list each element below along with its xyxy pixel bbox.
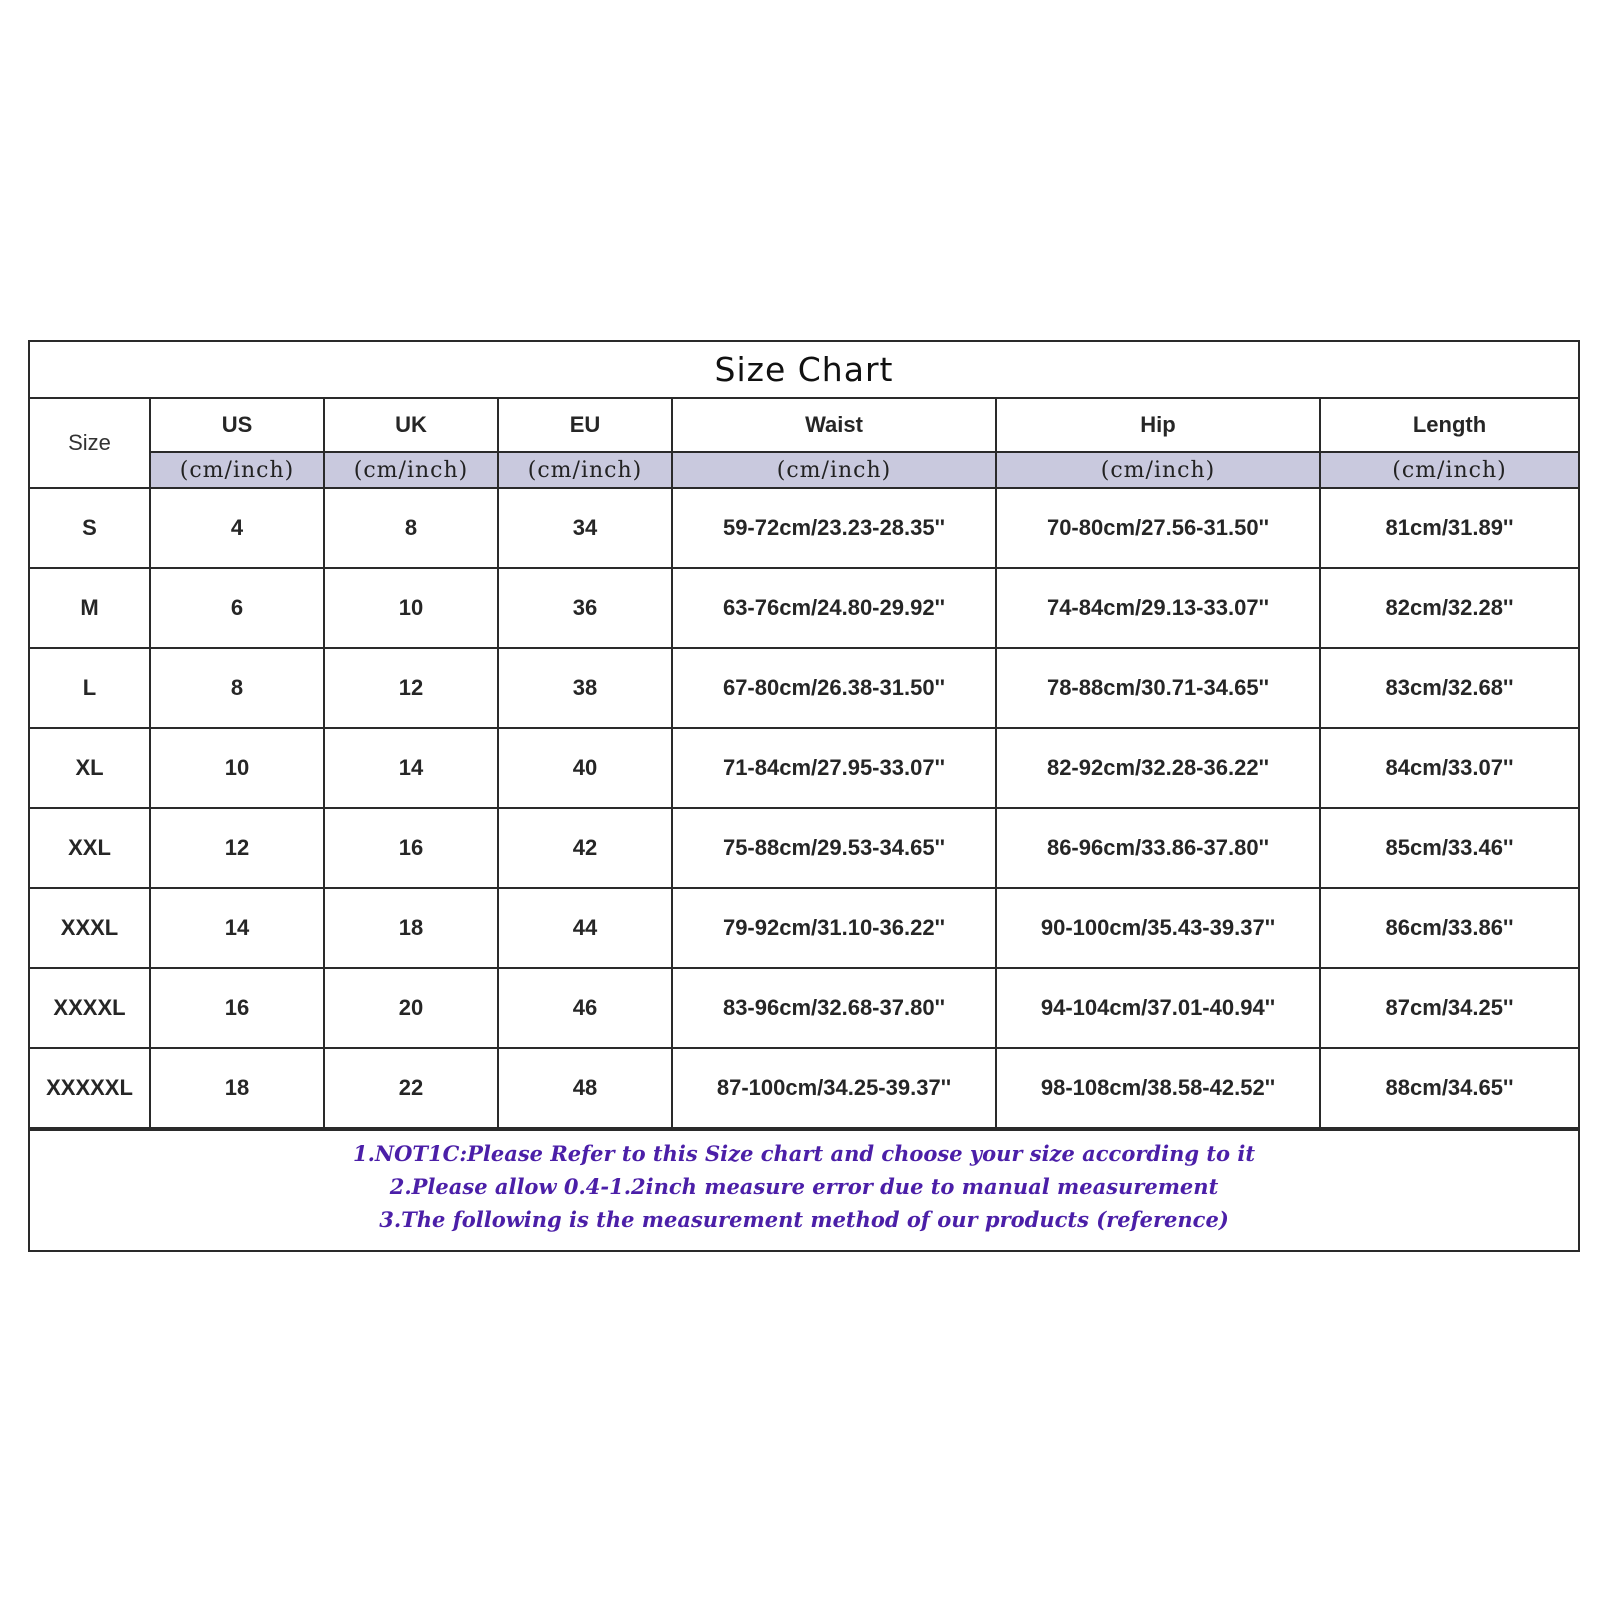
cell-length: 86cm/33.86'': [1320, 888, 1578, 968]
note-1: 1.NOT1C:Please Refer to this Size chart and choose your size according to it: [352, 1141, 1256, 1166]
cell-hip: 86-96cm/33.86-37.80'': [996, 808, 1320, 888]
table-row: [30, 808, 1578, 888]
cell-waist: 67-80cm/26.38-31.50'': [672, 648, 996, 728]
cell-eu: 36: [498, 568, 672, 648]
unit-label: (cm/inch): [150, 452, 324, 488]
cell-uk: 14: [324, 728, 498, 808]
cell-size: M: [30, 568, 150, 648]
cell-length: 87cm/34.25'': [1320, 968, 1578, 1048]
unit-row: [30, 452, 1578, 488]
table-row: [30, 1048, 1578, 1128]
chart-title: Size Chart: [30, 342, 1578, 399]
cell-waist: 75-88cm/29.53-34.65'': [672, 808, 996, 888]
notes-section: [30, 1129, 1578, 1256]
size-table: [30, 399, 1578, 1129]
header-size: Size: [30, 399, 150, 488]
cell-us: 14: [150, 888, 324, 968]
cell-uk: 20: [324, 968, 498, 1048]
table-row: [30, 968, 1578, 1048]
cell-us: 12: [150, 808, 324, 888]
cell-hip: 94-104cm/37.01-40.94'': [996, 968, 1320, 1048]
cell-waist: 59-72cm/23.23-28.35'': [672, 488, 996, 568]
header-eu: EU: [498, 399, 672, 452]
cell-waist: 83-96cm/32.68-37.80'': [672, 968, 996, 1048]
cell-hip: 74-84cm/29.13-33.07'': [996, 568, 1320, 648]
cell-length: 82cm/32.28'': [1320, 568, 1578, 648]
cell-us: 16: [150, 968, 324, 1048]
cell-size: L: [30, 648, 150, 728]
cell-hip: 90-100cm/35.43-39.37'': [996, 888, 1320, 968]
cell-size: XXXL: [30, 888, 150, 968]
cell-hip: 70-80cm/27.56-31.50'': [996, 488, 1320, 568]
cell-eu: 34: [498, 488, 672, 568]
unit-label: (cm/inch): [672, 452, 996, 488]
cell-eu: 42: [498, 808, 672, 888]
cell-uk: 22: [324, 1048, 498, 1128]
cell-waist: 87-100cm/34.25-39.37'': [672, 1048, 996, 1128]
header-uk: UK: [324, 399, 498, 452]
cell-eu: 48: [498, 1048, 672, 1128]
header-length: Length: [1320, 399, 1578, 452]
cell-eu: 44: [498, 888, 672, 968]
cell-eu: 40: [498, 728, 672, 808]
cell-size: XXL: [30, 808, 150, 888]
cell-length: 85cm/33.46'': [1320, 808, 1578, 888]
cell-length: 83cm/32.68'': [1320, 648, 1578, 728]
table-row: [30, 888, 1578, 968]
table-row: [30, 648, 1578, 728]
cell-us: 4: [150, 488, 324, 568]
cell-eu: 38: [498, 648, 672, 728]
note-2: 2.Please allow 0.4-1.2inch measure error due to manual measurement: [389, 1174, 1219, 1199]
unit-label: (cm/inch): [498, 452, 672, 488]
cell-us: 18: [150, 1048, 324, 1128]
cell-waist: 71-84cm/27.95-33.07'': [672, 728, 996, 808]
cell-length: 84cm/33.07'': [1320, 728, 1578, 808]
header-us: US: [150, 399, 324, 452]
cell-size: XXXXXL: [30, 1048, 150, 1128]
unit-label: (cm/inch): [1320, 452, 1578, 488]
cell-uk: 10: [324, 568, 498, 648]
cell-uk: 8: [324, 488, 498, 568]
cell-hip: 98-108cm/38.58-42.52'': [996, 1048, 1320, 1128]
header-row: [30, 399, 1578, 452]
table-row: [30, 488, 1578, 568]
unit-label: (cm/inch): [996, 452, 1320, 488]
cell-size: XL: [30, 728, 150, 808]
header-waist: Waist: [672, 399, 996, 452]
cell-uk: 16: [324, 808, 498, 888]
cell-us: 6: [150, 568, 324, 648]
cell-eu: 46: [498, 968, 672, 1048]
cell-us: 8: [150, 648, 324, 728]
cell-uk: 12: [324, 648, 498, 728]
cell-length: 88cm/34.65'': [1320, 1048, 1578, 1128]
cell-waist: 63-76cm/24.80-29.92'': [672, 568, 996, 648]
header-hip: Hip: [996, 399, 1320, 452]
cell-hip: 78-88cm/30.71-34.65'': [996, 648, 1320, 728]
cell-hip: 82-92cm/32.28-36.22'': [996, 728, 1320, 808]
note-3: 3.The following is the measurement method of our products (reference): [379, 1207, 1229, 1232]
cell-size: XXXXL: [30, 968, 150, 1048]
table-row: [30, 728, 1578, 808]
cell-size: S: [30, 488, 150, 568]
table-row: [30, 568, 1578, 648]
size-chart: [28, 340, 1580, 1252]
cell-waist: 79-92cm/31.10-36.22'': [672, 888, 996, 968]
cell-uk: 18: [324, 888, 498, 968]
cell-us: 10: [150, 728, 324, 808]
unit-label: (cm/inch): [324, 452, 498, 488]
cell-length: 81cm/31.89'': [1320, 488, 1578, 568]
